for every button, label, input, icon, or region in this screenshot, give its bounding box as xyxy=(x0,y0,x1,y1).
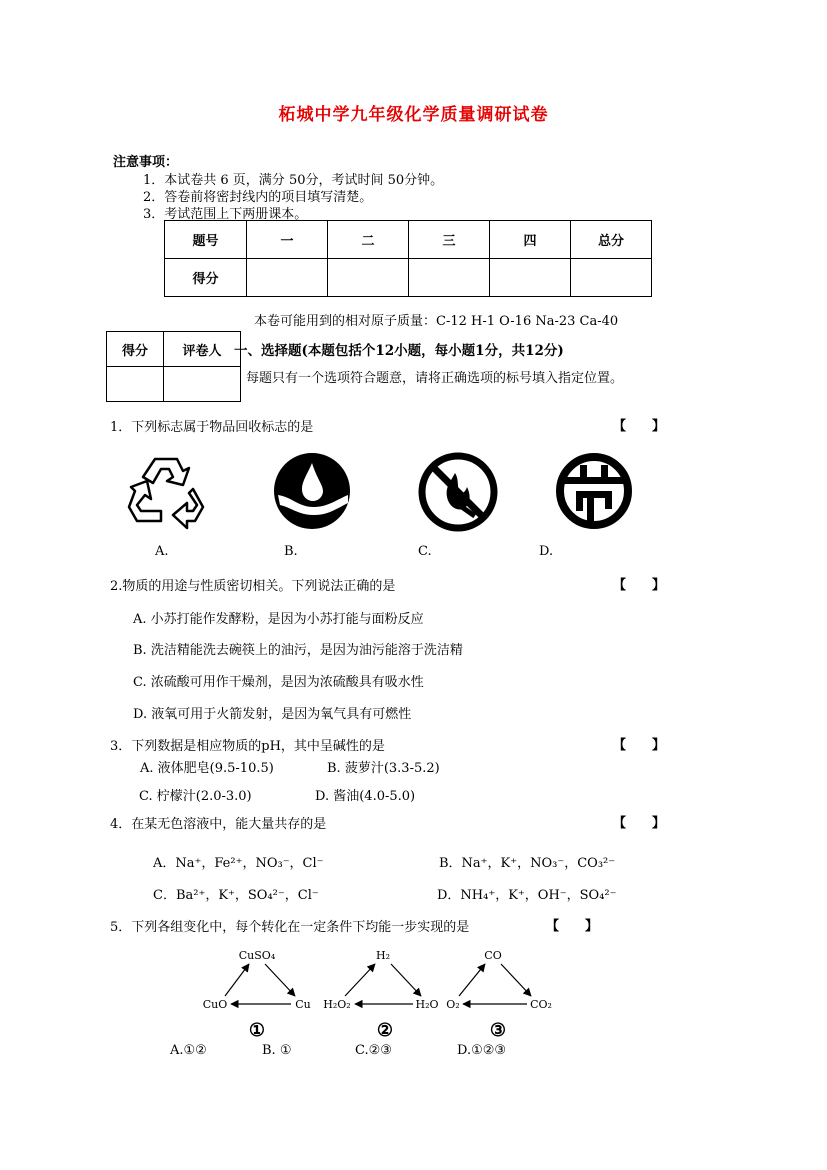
score-row-label: 得分 xyxy=(165,259,247,297)
section-description: 每题只有一个选项符合题意，请将正确选项的标号填入指定位置。 xyxy=(246,371,624,386)
diagram-2-top: H₂ xyxy=(375,949,391,962)
page-title: 柘城中学九年级化学质量调研试卷 xyxy=(278,105,549,125)
question-5-option: B. ① xyxy=(262,1043,292,1058)
recycle-icon xyxy=(125,451,207,531)
answer-bracket: 【 】 xyxy=(546,919,599,934)
question-4-option: A．Na⁺，Fe²⁺，NO₃⁻，Cl⁻ xyxy=(153,856,324,871)
diagram-3-top: CO xyxy=(484,949,502,962)
diagram-1-left: CuO xyxy=(202,998,228,1011)
water-saving-icon xyxy=(272,451,352,531)
question-2-stem: 2.物质的用途与性质密切相关。下列说法正确的是 xyxy=(110,579,396,594)
option-label: A. xyxy=(155,544,169,559)
diagram-1-number: ① xyxy=(248,1020,266,1041)
diagram-3-left: O₂ xyxy=(446,998,460,1011)
answer-bracket: 【 】 xyxy=(613,738,666,753)
diagram-3-number: ③ xyxy=(489,1020,507,1041)
diagram-3 xyxy=(446,949,552,1041)
question-4-stem: 4．在某无色溶液中，能大量共存的是 xyxy=(110,817,327,832)
diagram-2-left: H₂O₂ xyxy=(323,998,351,1011)
question-4-option: B．Na⁺，K⁺，NO₃⁻，CO₃²⁻ xyxy=(439,856,616,871)
question-2-option: A. 小苏打能作发酵粉，是因为小苏打能与面粉反应 xyxy=(133,612,424,627)
grader-cell xyxy=(107,367,164,402)
diagram-2 xyxy=(323,949,438,1041)
score-cell xyxy=(328,259,409,297)
score-header-cell: 总分 xyxy=(571,221,652,259)
notice-heading: 注意事项： xyxy=(113,155,179,170)
question-3-stem: 3．下列数据是相应物质的pH，其中呈碱性的是 xyxy=(110,739,385,754)
answer-bracket: 【 】 xyxy=(613,419,666,434)
grader-cell xyxy=(164,367,241,402)
question-5-option: A.①② xyxy=(170,1043,207,1058)
score-table xyxy=(164,220,652,297)
diagram-1 xyxy=(203,949,311,1041)
score-header-cell: 二 xyxy=(328,221,409,259)
question-3-option: D. 酱油(4.0-5.0) xyxy=(315,789,416,804)
diagram-2-right: H₂O xyxy=(415,998,439,1011)
notice-item: 3．考试范围上下两册课本。 xyxy=(143,207,308,222)
question-4-option: D．NH₄⁺，K⁺，OH⁻，SO₄²⁻ xyxy=(437,888,617,903)
notice-item: 1．本试卷共 6 页，满分 50分，考试时间 50分钟。 xyxy=(143,173,444,188)
conversion-diagrams xyxy=(195,942,565,1042)
score-cell xyxy=(571,259,652,297)
score-header-cell: 一 xyxy=(247,221,328,259)
question-3-option: C. 柠檬汁(2.0-3.0) xyxy=(139,789,252,804)
score-header-cell: 三 xyxy=(409,221,490,259)
diagram-3-right: CO₂ xyxy=(530,998,552,1011)
score-header-cell: 四 xyxy=(490,221,571,259)
diagram-2-number: ② xyxy=(376,1020,394,1041)
question-3-option: B. 菠萝汁(3.3-5.2) xyxy=(327,761,440,776)
section-title: 一、选择题(本题包括个12小题，每小题1分，共12分) xyxy=(234,343,564,359)
score-cell xyxy=(409,259,490,297)
question-4-option: C．Ba²⁺，K⁺，SO₄²⁻，Cl⁻ xyxy=(153,888,319,903)
question-2-option: D. 液氧可用于火箭发射，是因为氧气具有可燃性 xyxy=(133,707,412,722)
question-5-stem: 5．下列各组变化中，每个转化在一定条件下均能一步实现的是 xyxy=(110,920,470,935)
question-2-option: B. 洗洁精能洗去碗筷上的油污，是因为油污能溶于洗洁精 xyxy=(133,643,463,658)
score-cell xyxy=(247,259,328,297)
score-cell xyxy=(490,259,571,297)
score-header-cell: 题号 xyxy=(165,221,247,259)
question-3-option: A. 液体肥皂(9.5-10.5) xyxy=(140,761,274,776)
atomic-masses: 本卷可能用到的相对原子质量：C-12 H-1 O-16 Na-23 Ca-40 xyxy=(254,314,619,329)
answer-bracket: 【 】 xyxy=(613,578,666,593)
question-5-option: C.②③ xyxy=(355,1043,392,1058)
grader-table xyxy=(106,331,241,402)
option-label: D. xyxy=(539,544,554,559)
diagram-1-top: CuSO₄ xyxy=(238,949,276,962)
energy-saving-icon xyxy=(554,451,634,531)
grader-label: 评卷人 xyxy=(164,332,241,367)
notice-item: 2．答卷前将密封线内的项目填写清楚。 xyxy=(143,190,373,205)
option-label: B. xyxy=(284,544,298,559)
question-2-option: C. 浓硫酸可用作干燥剂，是因为浓硫酸具有吸水性 xyxy=(133,675,424,690)
diagram-1-right: Cu xyxy=(295,998,311,1011)
question-1-stem: 1．下列标志属于物品回收标志的是 xyxy=(110,420,314,435)
option-label: C. xyxy=(418,544,432,559)
answer-bracket: 【 】 xyxy=(613,816,666,831)
no-fire-icon xyxy=(417,451,499,533)
grader-label: 得分 xyxy=(107,332,164,367)
question-5-option: D.①②③ xyxy=(457,1043,507,1058)
